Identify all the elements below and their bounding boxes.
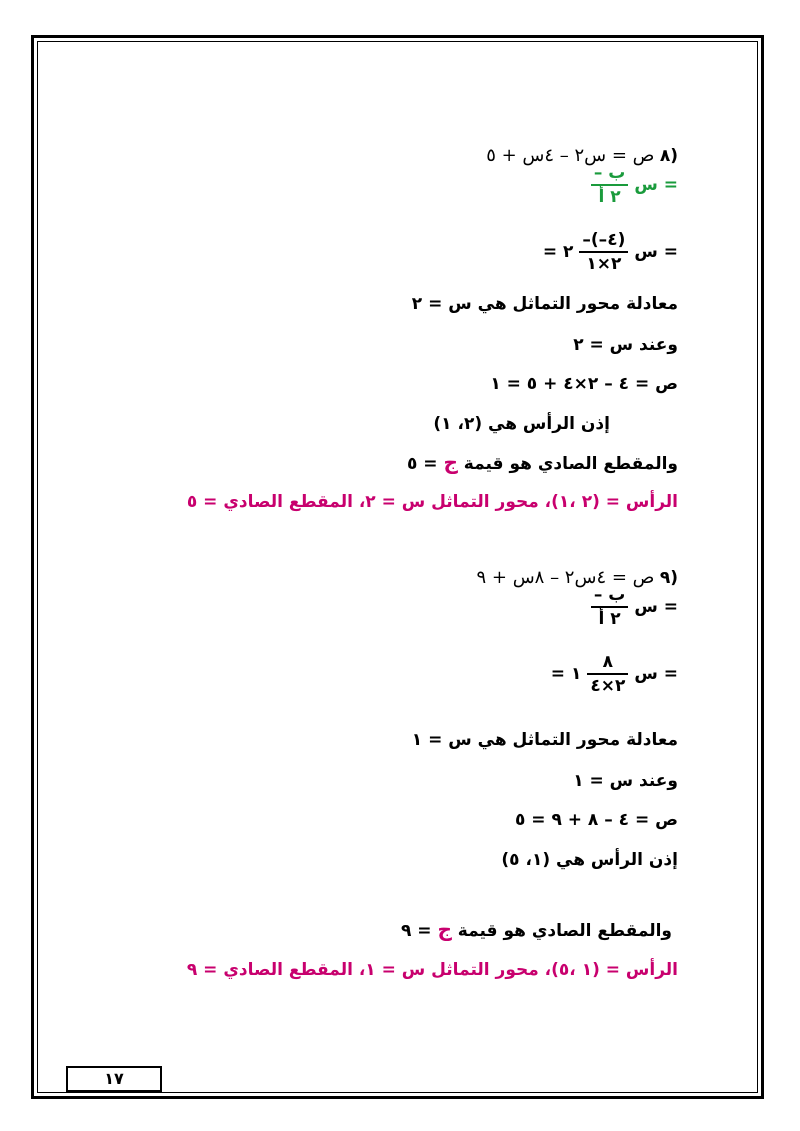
problem-8-axis-line: معادلة محور التماثل هي س = ٢ <box>411 294 678 314</box>
fraction-numerator: – ب <box>593 163 626 183</box>
intercept-suffix: = ٥ <box>406 454 438 474</box>
problem-9-intercept <box>401 918 672 942</box>
fraction-numerator: – ب <box>593 585 626 605</box>
problem-9-calc <box>551 653 678 695</box>
problem-8-equation: ص = س٢ – ٤س + ٥ <box>486 145 655 166</box>
problem-8-summary: الرأس = (٢ ،١)، محور التماثل س = ٢، المقطع الصادي = ٥ <box>186 492 678 512</box>
page-number: ١٧ <box>66 1066 162 1092</box>
problem-9-formula-lhs: س = <box>634 597 678 617</box>
problem-8-formula <box>585 164 678 206</box>
fraction-denominator: ٢ أ <box>598 187 621 207</box>
problem-9-calc-lhs: س = <box>634 664 678 684</box>
problem-8-vertex: إذن الرأس هي (٢، ١) <box>433 414 610 434</box>
problem-8-label: (٨ <box>659 146 678 166</box>
intercept-prefix: والمقطع الصادي هو قيمة <box>463 454 678 474</box>
problem-9-label: (٩ <box>659 568 678 588</box>
problem-8-formula-lhs: س = <box>634 175 678 195</box>
problem-9-equation: ص = ٤س٢ – ٨س + ٩ <box>476 567 655 588</box>
intercept-prefix: والمقطع الصادي هو قيمة <box>457 921 672 941</box>
fraction-denominator: ٢×٤ <box>590 676 626 696</box>
intercept-suffix: = ٩ <box>400 921 432 941</box>
problem-8-when-x: وعند س = ٢ <box>573 335 678 355</box>
fraction-numerator: ٨ <box>602 652 614 672</box>
fraction-numerator: –(–٤) <box>582 230 626 250</box>
problem-9-formula-fraction <box>591 586 629 628</box>
problem-9-calc-fraction <box>587 653 628 695</box>
problem-8-calc-lhs: س = <box>634 242 678 262</box>
problem-8-calc-fraction <box>579 231 628 273</box>
intercept-variable: ج <box>437 917 452 941</box>
problem-9-calc-result: = ١ <box>550 664 582 684</box>
problem-9-summary: الرأس = (١ ،٥)، محور التماثل س = ١، المقطع الصادي = ٩ <box>186 960 678 980</box>
problem-8-formula-fraction <box>591 164 629 206</box>
problem-8-y-calc: ص = ٤ – ٢×٤ + ٥ = ١ <box>490 374 678 394</box>
problem-9-axis-line: معادلة محور التماثل هي س = ١ <box>411 730 678 750</box>
problem-9-formula <box>585 586 678 628</box>
problem-8-intercept <box>407 451 678 475</box>
problem-9-vertex: إذن الرأس هي (١، ٥) <box>501 850 678 870</box>
intercept-variable: ج <box>443 450 458 474</box>
problem-8-calc-result: = ٢ <box>542 242 574 262</box>
problem-9-y-calc: ص = ٤ – ٨ + ٩ = ٥ <box>514 810 678 830</box>
fraction-denominator: ٢ أ <box>598 609 621 629</box>
problem-9-when-x: وعند س = ١ <box>573 771 678 791</box>
fraction-denominator: ٢×١ <box>586 254 622 274</box>
problem-8-calc <box>543 231 678 273</box>
